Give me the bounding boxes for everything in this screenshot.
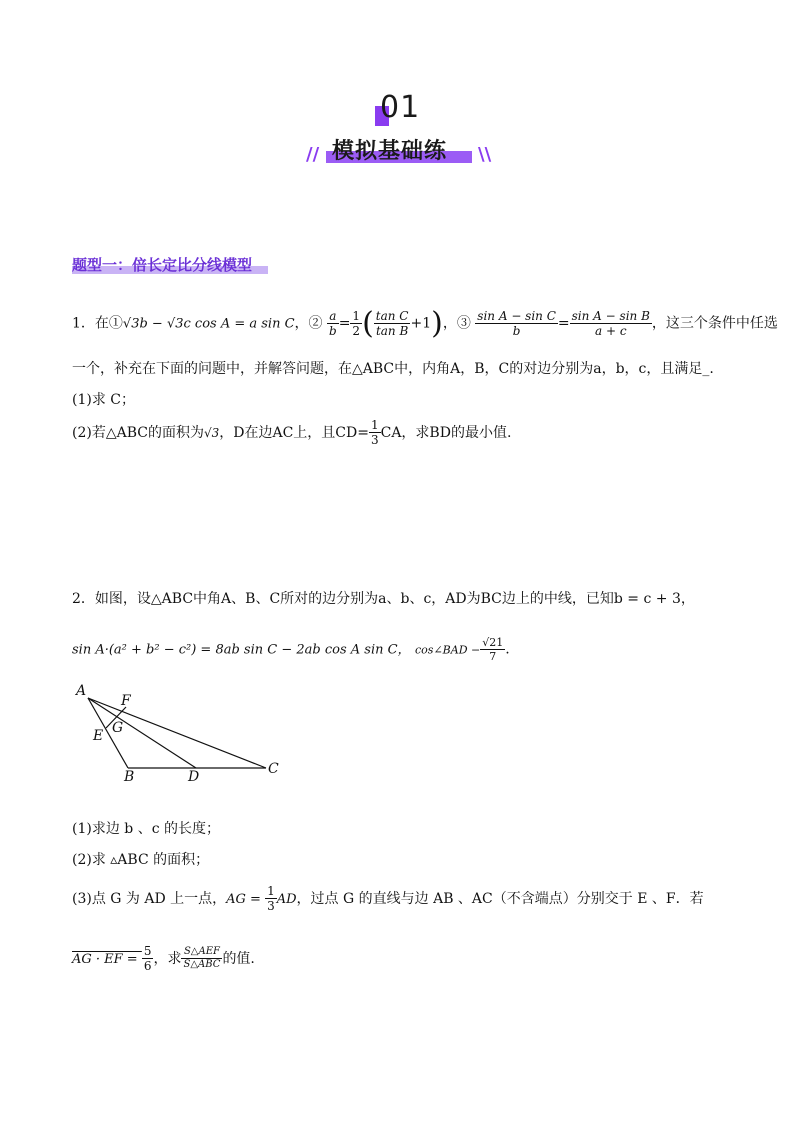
q1-part2: (2)若△ABC的面积为√3，D在边AC上，且CD= $\frac{1}{3}$ CA，求BD的最小值. bbox=[72, 418, 512, 448]
title-slash-left: // bbox=[306, 144, 320, 165]
q1-line2: 一个，补充在下面的问题中，并解答问题，在△ABC中，内角A，B，C的对边分别为a，b，c，且满足_. bbox=[72, 361, 714, 377]
q1-part1: (1)求 C； bbox=[72, 392, 135, 408]
section-number: 01 bbox=[380, 90, 421, 125]
median-ad bbox=[88, 698, 196, 768]
q2-line2: sin A·(a² + b² − c²) = 8ab sin C − 2ab cos A sin C， cos∠BAD − $\frac{√21}{7}$ . bbox=[72, 636, 510, 664]
label-e: E bbox=[93, 728, 104, 744]
label-g: G bbox=[112, 720, 124, 736]
section-title: 题型一：倍长定比分线模型 bbox=[72, 256, 253, 274]
q2-part2: (2)求 ▵ABC 的面积； bbox=[72, 852, 210, 868]
label-b: B bbox=[124, 769, 135, 785]
q1-line1: 1．在①√3b − √3c cos A = a sin C，② $\frac{a}{b}$ = $\frac{1}{2}$ ( $\frac{\text{tan C}}{\text{tan B}}$ +1)，③ $\frac{\text{sin A − sin C}}{b}$ = $\frac{\text{sin A − sin B}}{a + c}$ ，这三个条件中任选 bbox=[72, 306, 778, 341]
label-c: C bbox=[268, 761, 279, 777]
page-title: 模拟基础练 bbox=[332, 139, 448, 164]
q2-part4: AG · EF = $\frac{5}{6}$ ，求 $\frac{\text{S△AEF}}{\text{S△ABC}}$ 的值. bbox=[72, 944, 255, 974]
label-a: A bbox=[76, 683, 87, 699]
q2-part3: (3)点 G 为 AD 上一点，AG = $\frac{1}{3}$ AD，过点 G 的直线与边 AB 、AC（不含端点）分别交于 E 、F．若 bbox=[72, 884, 704, 914]
triangle-figure bbox=[68, 680, 298, 790]
label-d: D bbox=[188, 769, 200, 785]
q2-part1: (1)求边 b 、c 的长度； bbox=[72, 821, 220, 837]
title-slash-right: \\ bbox=[478, 144, 492, 165]
q2-line1: 2．如图，设△ABC中角A、B、C所对的边分别为a、b、c，AD为BC边上的中线，已知b = c + 3， bbox=[72, 591, 695, 607]
label-f: F bbox=[121, 693, 131, 709]
